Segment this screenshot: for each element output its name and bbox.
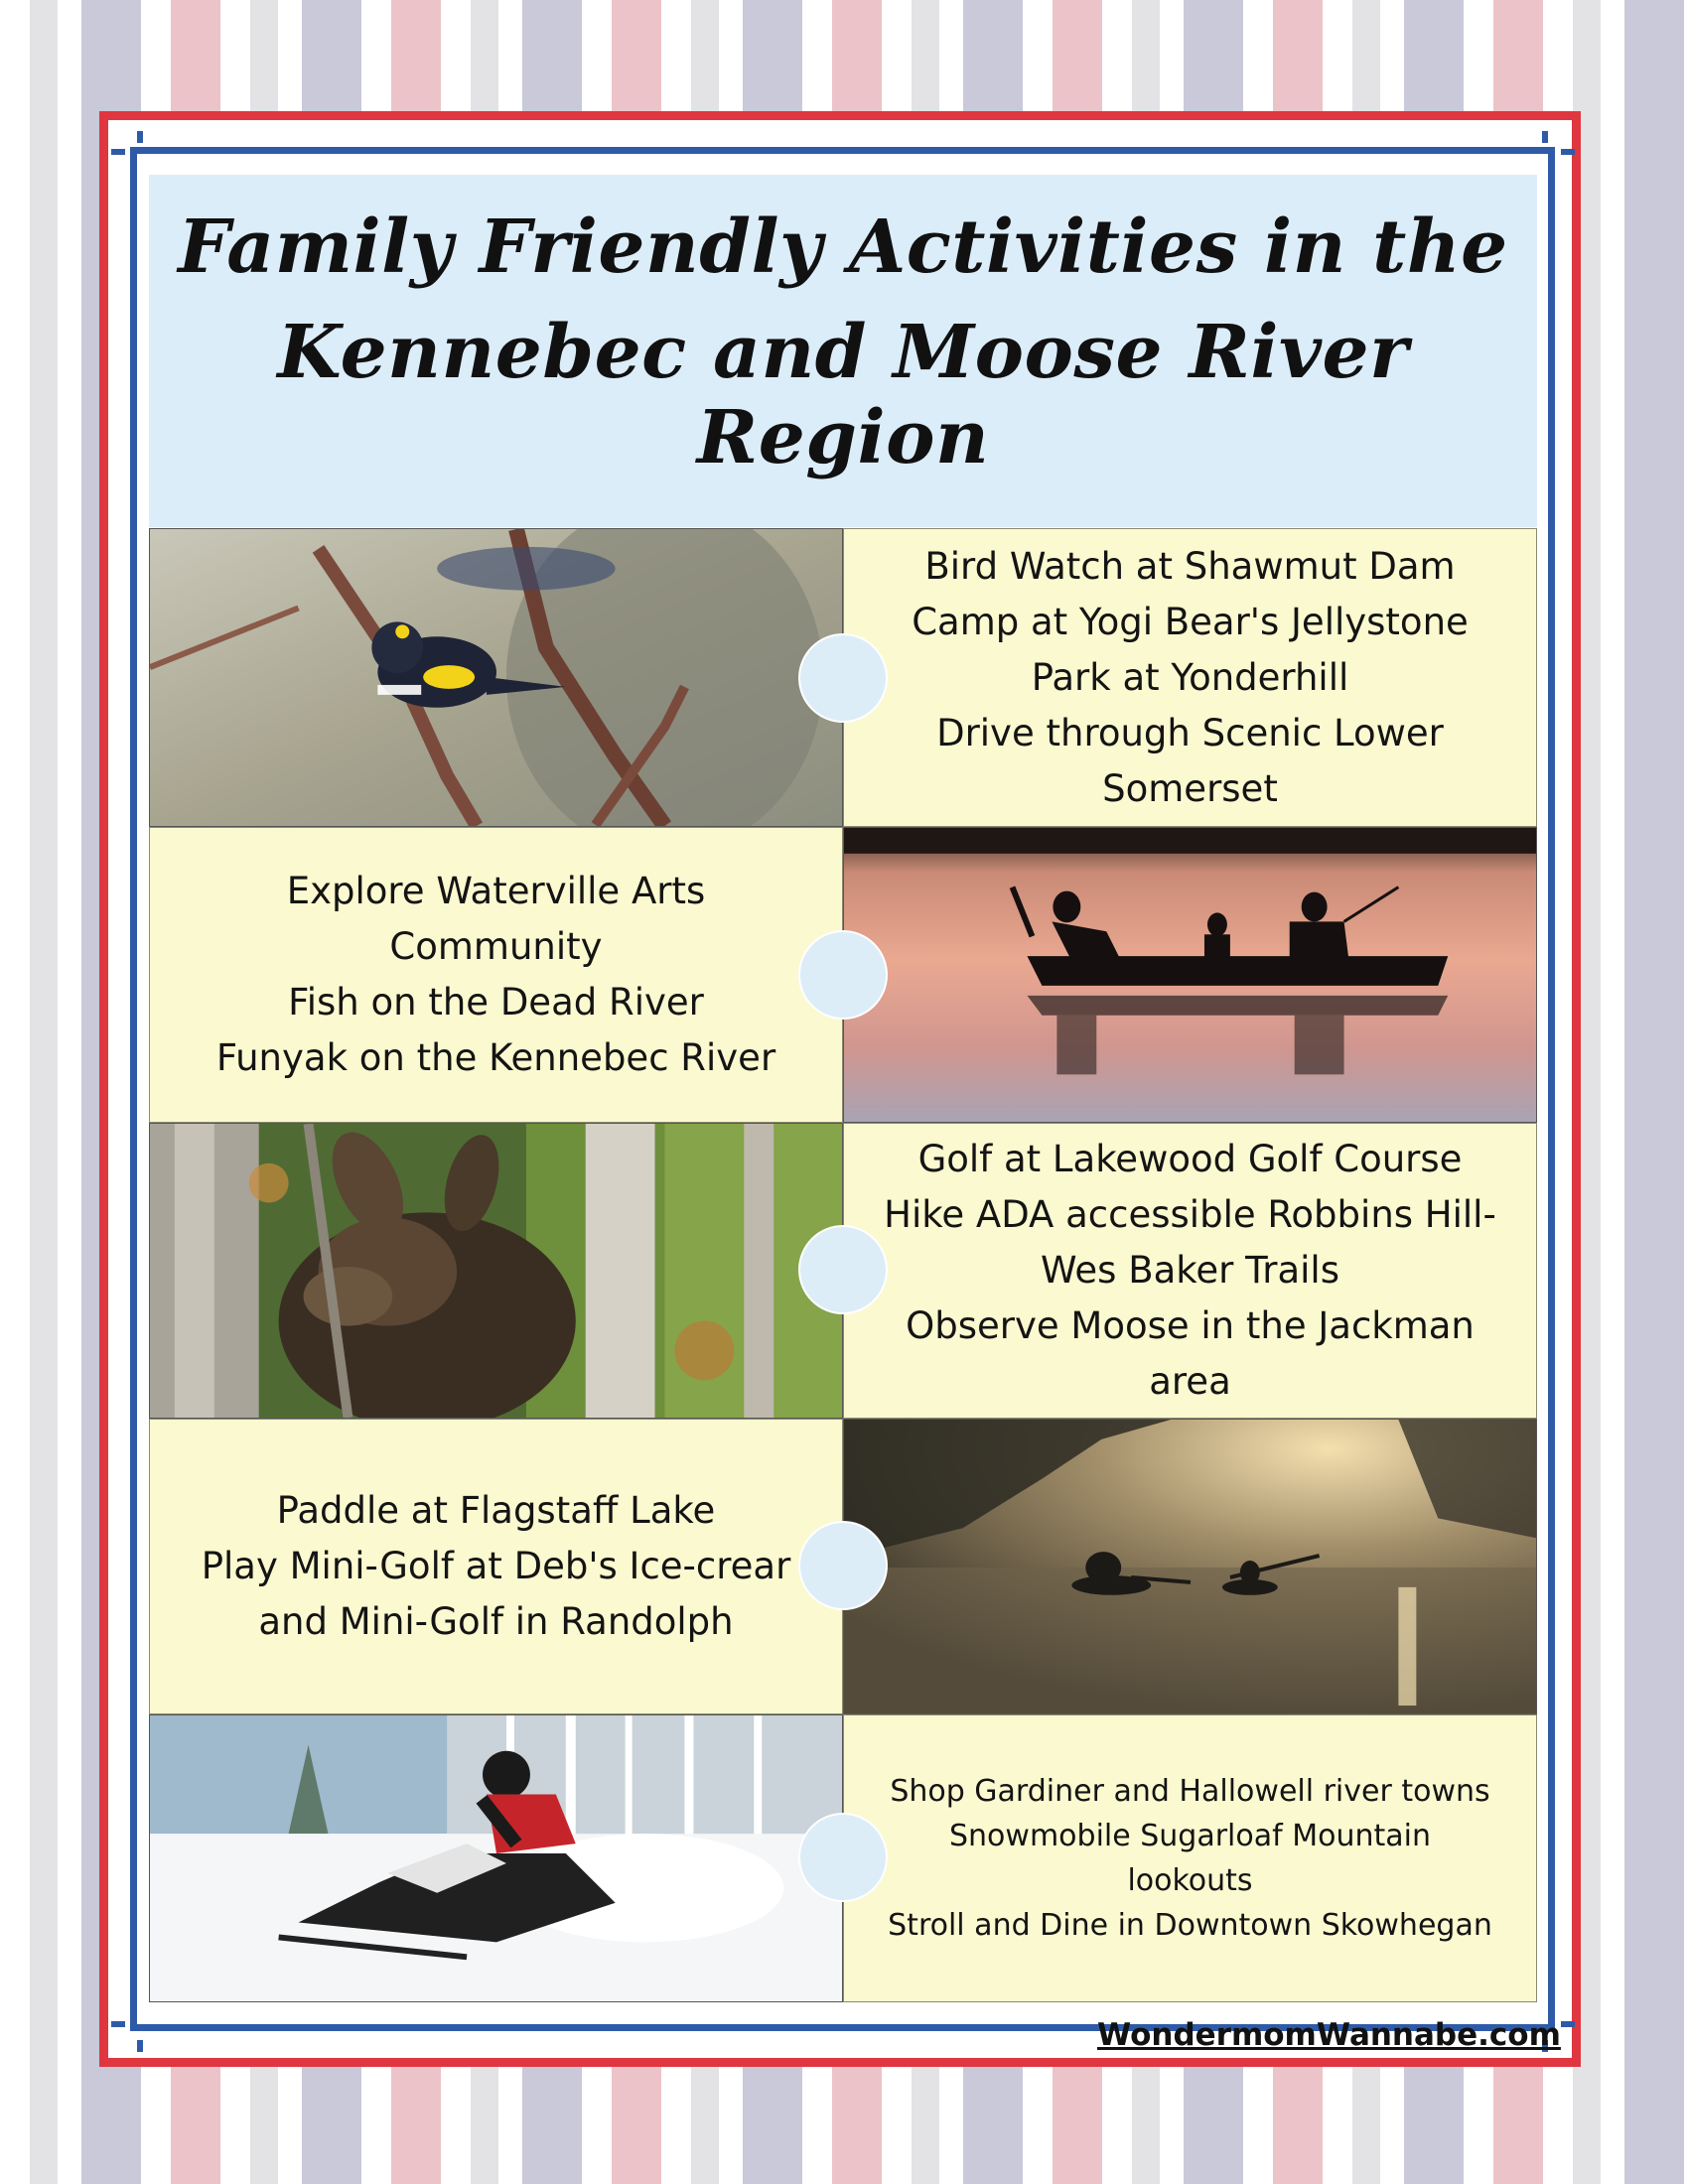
activity-line: Somerset bbox=[1102, 766, 1278, 810]
activity-line: Wes Baker Trails bbox=[1040, 1249, 1339, 1292]
frame-dash bbox=[137, 2040, 143, 2052]
frame-dash bbox=[111, 149, 125, 155]
snowmobile-photo bbox=[149, 1714, 843, 2002]
activities-text-2 bbox=[149, 827, 843, 1123]
activity-line: Hike ADA accessible Robbins Hill- bbox=[884, 1193, 1496, 1236]
title-banner bbox=[149, 175, 1537, 527]
activity-line: Play Mini-Golf at Deb's Ice-crear bbox=[201, 1545, 791, 1587]
activity-line: Bird Watch at Shawmut Dam bbox=[924, 544, 1456, 588]
activities-text-4 bbox=[149, 1419, 843, 1714]
activity-line: Stroll and Dine in Downtown Skowhegan bbox=[888, 1908, 1492, 1943]
activity-line: area bbox=[1149, 1360, 1231, 1403]
activity-line: Funyak on the Kennebec River bbox=[215, 1036, 776, 1079]
frame-dash bbox=[1561, 149, 1575, 155]
frame-dash bbox=[111, 2021, 125, 2027]
connector-dot bbox=[798, 1521, 888, 1610]
activity-line: Golf at Lakewood Golf Course bbox=[917, 1138, 1463, 1180]
kayak-photo bbox=[843, 1419, 1537, 1714]
activity-line: Paddle at Flagstaff Lake bbox=[276, 1489, 716, 1532]
activities-text-1 bbox=[843, 528, 1537, 827]
activity-line: Observe Moose in the Jackman bbox=[906, 1304, 1475, 1347]
page-title-line-2: Kennebec and Moose River Region bbox=[277, 310, 1409, 480]
page-title-line-1: Family Friendly Activities in the bbox=[178, 205, 1508, 290]
website-link[interactable]: WondermomWannabe.com bbox=[1097, 2017, 1561, 2053]
activity-line: Shop Gardiner and Hallowell river towns bbox=[890, 1774, 1490, 1809]
activities-text-5 bbox=[843, 1714, 1537, 2002]
moose-photo bbox=[149, 1123, 843, 1419]
activity-line: Drive through Scenic Lower bbox=[936, 711, 1444, 754]
bird-photo bbox=[149, 528, 843, 827]
connector-dot bbox=[798, 633, 888, 723]
frame-dash bbox=[1542, 131, 1548, 143]
activities-text-3 bbox=[843, 1123, 1537, 1419]
activity-line: Community bbox=[389, 925, 603, 968]
connector-dot bbox=[798, 1225, 888, 1314]
connector-dot bbox=[798, 930, 888, 1020]
boat-photo bbox=[843, 827, 1537, 1123]
connector-dot bbox=[798, 1813, 888, 1902]
frame-dash bbox=[1561, 2021, 1575, 2027]
activity-line: Fish on the Dead River bbox=[288, 981, 704, 1024]
activity-line: Park at Yonderhill bbox=[1031, 655, 1349, 699]
activity-line: Camp at Yogi Bear's Jellystone bbox=[912, 600, 1469, 643]
activity-line: Explore Waterville Arts bbox=[286, 870, 706, 912]
activity-line: Snowmobile Sugarloaf Mountain bbox=[949, 1819, 1431, 1853]
frame-dash bbox=[137, 131, 143, 143]
activity-line: and Mini-Golf in Randolph bbox=[258, 1600, 734, 1643]
activity-line: lookouts bbox=[1127, 1863, 1253, 1898]
